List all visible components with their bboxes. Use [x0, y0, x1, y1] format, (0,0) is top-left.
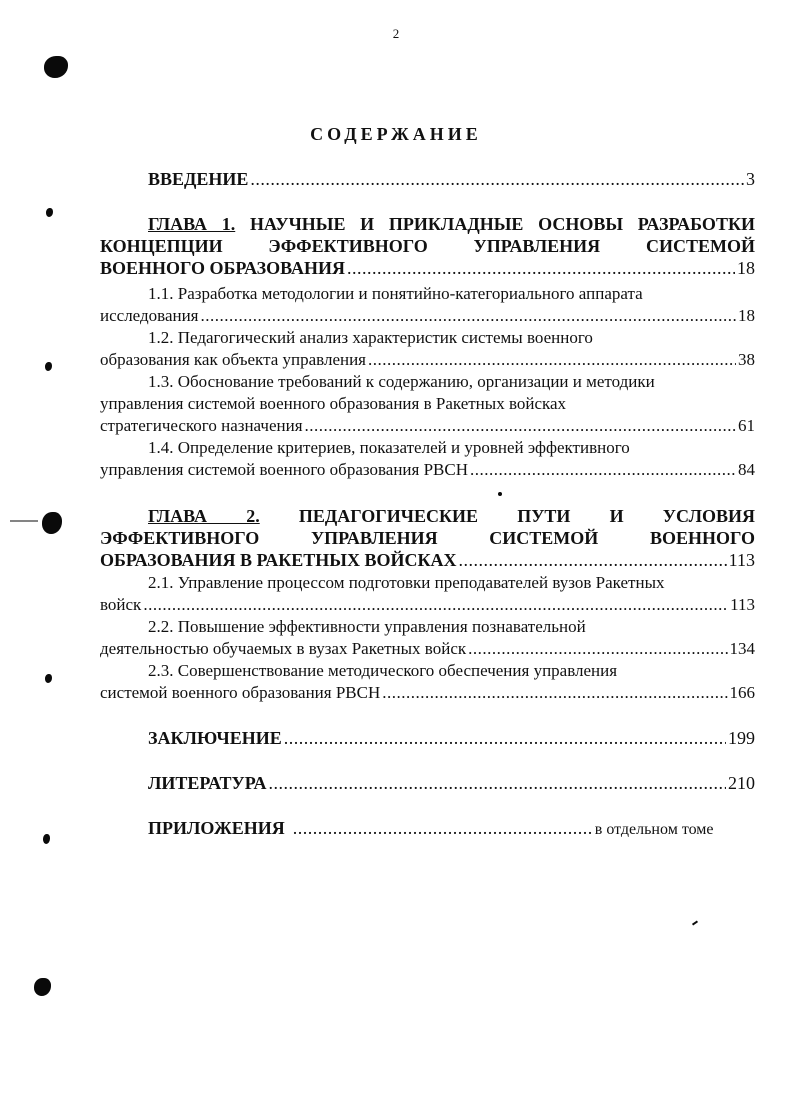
section-2-3-line2: системой военного образования РВСН — [100, 683, 381, 702]
scan-artifact-hole — [45, 674, 52, 683]
toc-entry-section-1-1[interactable] — [100, 283, 755, 327]
section-2-2-line2: деятельностью обучаемых в вузах Ракетных войск — [100, 639, 467, 658]
entry-label: ЗАКЛЮЧЕНИЕ — [148, 728, 282, 748]
section-1-2-line2: образования как объекта управления — [100, 350, 366, 369]
chapter-1-title-line3: ВОЕННОГО ОБРАЗОВАНИЯ — [100, 258, 346, 278]
toc-entry-section-2-2[interactable] — [100, 616, 755, 660]
section-1-4-line1: 1.4. Определение критериев, показателей и уровней эффективного — [148, 438, 630, 457]
section-1-3-line2: управления системой военного образования в Ракетных войсках — [100, 394, 567, 413]
chapter-2-title-line2: ЭФФЕКТИВНОГО УПРАВЛЕНИЯ СИСТЕМОЙ ВОЕННОГО — [100, 528, 755, 548]
chapter-2-title-line3: ОБРАЗОВАНИЯ В РАКЕТНЫХ ВОЙСКАХ — [100, 550, 457, 570]
section-1-4-page: 84 — [738, 460, 755, 479]
toc-entry-literature[interactable] — [100, 772, 755, 794]
toc-entry-chapter-1[interactable] — [100, 213, 755, 279]
dot-leader — [468, 638, 727, 660]
section-1-3-page: 61 — [738, 416, 755, 435]
section-1-2-page: 38 — [738, 350, 755, 369]
scan-artifact-blob — [34, 978, 51, 996]
toc-entry-section-1-3[interactable] — [100, 371, 755, 437]
entry-label: ВВЕДЕНИЕ — [148, 169, 249, 189]
scan-artifact-blob — [44, 56, 68, 78]
entry-label: ЛИТЕРАТУРА — [148, 773, 267, 793]
entry-page: 3 — [746, 169, 755, 189]
chapter-1-page: 18 — [737, 258, 755, 278]
scan-artifact-mark — [692, 920, 698, 925]
chapter-2-label: ГЛАВА 2. — [148, 506, 260, 526]
chapter-2-title-line1: ПЕДАГОГИЧЕСКИЕ ПУТИ И УСЛОВИЯ — [298, 506, 755, 526]
dot-leader — [293, 817, 593, 839]
dot-leader — [382, 682, 727, 704]
section-2-1-line2: войск — [100, 595, 142, 614]
toc-entry-chapter-2[interactable] — [100, 505, 755, 571]
toc-entry-section-2-3[interactable] — [100, 660, 755, 704]
toc-entry-appendices[interactable] — [100, 817, 755, 841]
section-1-2-line1: 1.2. Педагогический анализ характеристик системы военного — [148, 328, 593, 347]
dot-leader — [368, 349, 736, 371]
section-2-2-page: 134 — [729, 639, 755, 658]
scan-artifact-hole — [46, 208, 53, 217]
chapter-1-title-line1: НАУЧНЫЕ И ПРИКЛАДНЫЕ ОСНОВЫ РАЗРАБОТКИ — [249, 214, 755, 234]
dot-leader — [347, 257, 735, 279]
entry-page: 199 — [728, 728, 755, 748]
dot-leader — [470, 459, 736, 481]
dot-leader — [143, 594, 728, 616]
dot-leader — [459, 549, 727, 571]
chapter-1-label: ГЛАВА 1. — [148, 214, 236, 234]
dot-leader — [201, 305, 736, 327]
toc-entry-section-2-1[interactable] — [100, 572, 755, 616]
entry-label: ПРИЛОЖЕНИЯ — [148, 818, 285, 838]
toc-entry-section-1-2[interactable] — [100, 327, 755, 371]
entry-page: 210 — [728, 773, 755, 793]
section-1-1-line1: 1.1. Разработка методологии и понятийно-категориального аппарата — [148, 284, 643, 303]
section-2-3-line1: 2.3. Совершенствование методического обеспечения управления — [148, 661, 618, 680]
section-1-1-line2: исследования — [100, 306, 199, 325]
chapter-2-page: 113 — [728, 550, 755, 570]
page-number: 2 — [392, 26, 400, 41]
dot-leader — [268, 772, 726, 794]
toc-entry-introduction[interactable] — [100, 168, 755, 190]
toc-title: СОДЕРЖАНИЕ — [310, 124, 482, 144]
scan-artifact-hole — [45, 362, 52, 371]
dot-leader — [284, 727, 726, 749]
entry-page: в отдельном томе — [594, 821, 714, 838]
scan-artifact-mark — [498, 492, 502, 496]
scan-artifact-mark — [10, 520, 38, 522]
dot-leader — [250, 168, 744, 190]
section-1-4-line2: управления системой военного образования РВСН — [100, 460, 468, 479]
dot-leader — [305, 415, 736, 437]
section-2-1-line1: 2.1. Управление процессом подготовки преподавателей вузов Ракетных — [148, 573, 665, 592]
section-2-1-page: 113 — [730, 595, 755, 614]
section-1-3-line1: 1.3. Обоснование требований к содержанию, организации и методики — [148, 372, 655, 391]
scan-artifact-hole — [43, 834, 50, 844]
section-1-1-page: 18 — [738, 306, 755, 325]
toc-entry-section-1-4[interactable] — [100, 437, 755, 481]
section-1-3-line3: стратегического назначения — [100, 416, 303, 435]
chapter-1-title-line2: КОНЦЕПЦИИ ЭФФЕКТИВНОГО УПРАВЛЕНИЯ СИСТЕМОЙ — [100, 236, 755, 256]
toc-entry-conclusion[interactable] — [100, 727, 755, 749]
section-2-2-line1: 2.2. Повышение эффективности управления познавательной — [148, 617, 586, 636]
scan-artifact-blob — [42, 512, 62, 534]
section-2-3-page: 166 — [729, 683, 755, 702]
